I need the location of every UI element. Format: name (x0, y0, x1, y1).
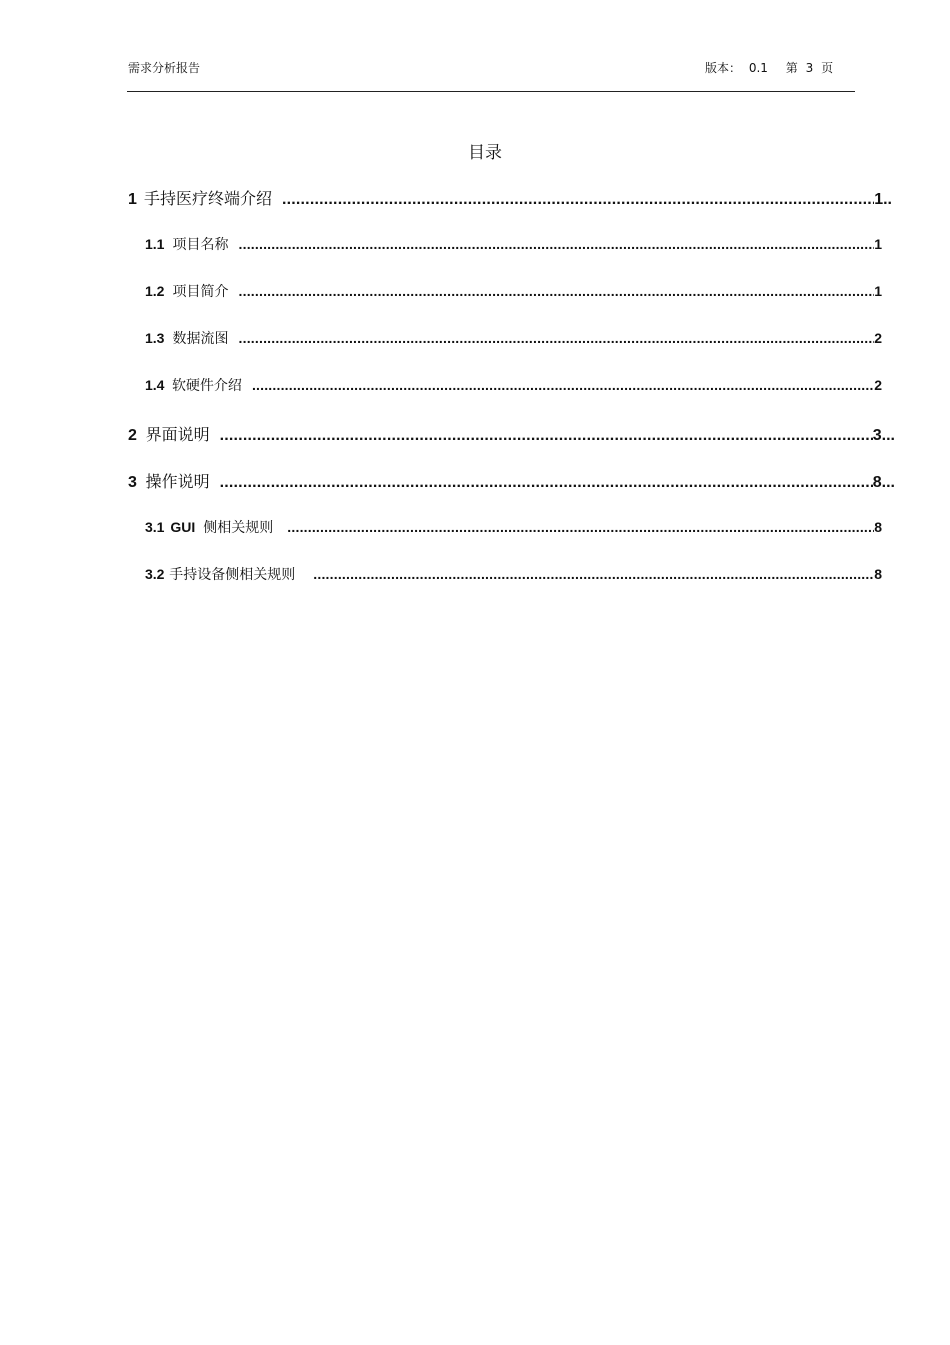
toc-entry-page: 2 (874, 330, 882, 346)
toc-entry-1[interactable] (128, 186, 892, 209)
document-title: 需求分析报告 (128, 61, 201, 75)
toc-entry-number: 1.4 (145, 377, 165, 393)
toc-entry-page: 2 (874, 377, 882, 393)
toc-entry-label: 界面说明 (145, 425, 210, 444)
toc-entry-label: 数据流图 (172, 331, 229, 347)
toc-entry-page: 8 (874, 519, 882, 535)
toc-entry-label: 手持医疗终端介绍 (143, 189, 272, 208)
toc-entry-page: 3... (872, 427, 895, 444)
page-prefix: 第 (785, 61, 798, 75)
toc-entry-1-1[interactable] (145, 234, 882, 254)
toc-entry-label-prefix: GUI (170, 519, 196, 535)
version-label: 版本： (705, 61, 742, 75)
toc-entry-number: 3.2 (145, 566, 165, 582)
toc-title: 目录 (468, 143, 502, 163)
toc-entry-label: 侧相关规则 (203, 520, 274, 536)
toc-entry-label: 项目名称 (172, 237, 229, 253)
toc-entry-page: 1 (874, 236, 882, 252)
toc-entry-1-2[interactable] (145, 281, 882, 301)
version-page-info (705, 59, 837, 76)
toc-entry-3-2[interactable] (145, 564, 882, 584)
toc-entry-number: 1.1 (145, 236, 165, 252)
toc-entry-number: 3.1 (145, 519, 165, 535)
toc-entry-label: 手持设备侧相关规则 (169, 567, 296, 583)
toc-entry-label: 项目简介 (172, 284, 229, 300)
toc-leader-dots (220, 427, 873, 445)
toc-entry-page: 8... (872, 474, 895, 491)
toc-entry-number: 1.3 (145, 330, 165, 346)
toc-entry-1-4[interactable] (145, 375, 882, 395)
toc-entry-number: 1 (128, 191, 137, 208)
header-divider (127, 91, 855, 92)
page-header (128, 59, 855, 79)
toc-entry-1-3[interactable] (145, 328, 882, 348)
toc-entry-page: 8 (874, 566, 882, 582)
toc-leader-dots (239, 283, 875, 299)
toc-entry-number: 3 (128, 474, 137, 491)
page-suffix: 页 (821, 61, 834, 75)
toc-entry-number: 1.2 (145, 283, 165, 299)
page-number: 3 (805, 61, 814, 75)
version-value: 0.1 (748, 61, 768, 75)
toc-entry-number: 2 (128, 427, 137, 444)
toc-entry-label: 操作说明 (145, 472, 210, 491)
toc-leader-dots (282, 191, 874, 209)
toc-leader-dots (287, 519, 874, 535)
toc-leader-dots (252, 377, 874, 393)
toc-entry-page: 1.. (874, 191, 892, 208)
toc-entry-3-1[interactable] (145, 517, 882, 537)
toc-leader-dots (239, 236, 875, 252)
toc-entry-label: 软硬件介绍 (171, 378, 242, 394)
toc-entry-page: 1 (874, 283, 882, 299)
toc-entry-3[interactable] (128, 469, 895, 492)
toc-leader-dots (220, 474, 873, 492)
toc-leader-dots (313, 566, 874, 582)
toc-leader-dots (239, 330, 875, 346)
toc-entry-2[interactable] (128, 422, 895, 445)
